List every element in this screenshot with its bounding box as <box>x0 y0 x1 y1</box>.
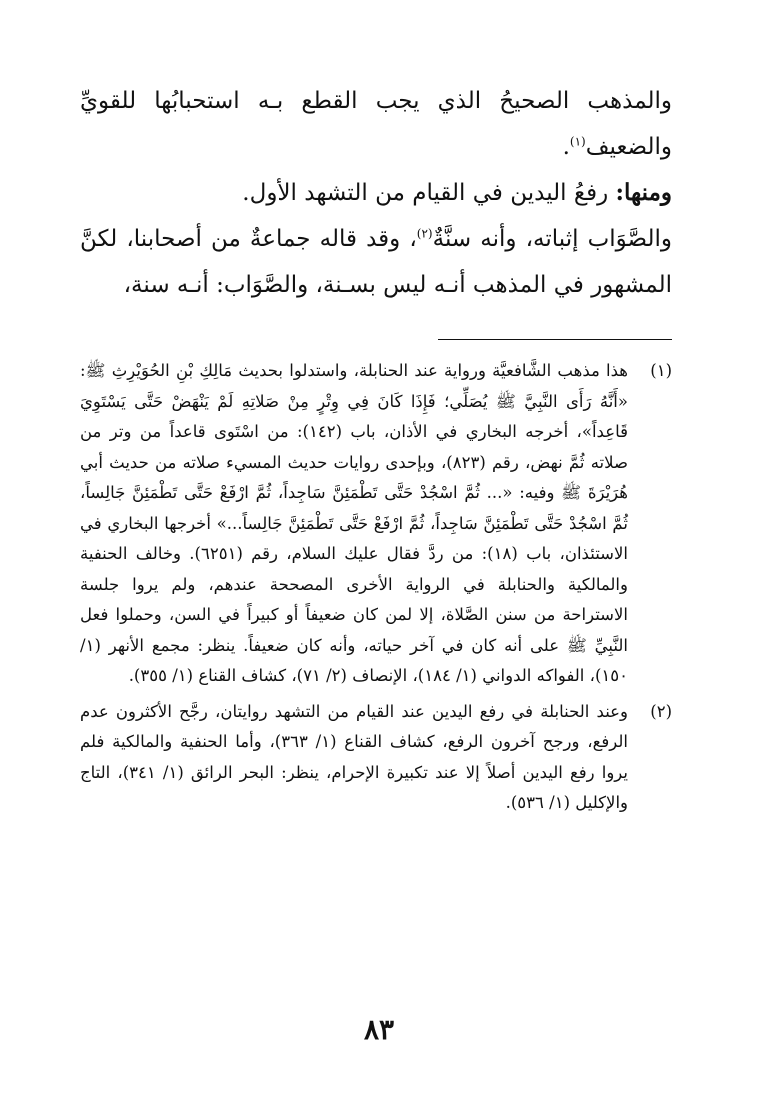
footnote-ref-2[interactable]: (٢) <box>416 226 433 241</box>
paragraph-2-lead: ومنها: <box>615 179 672 206</box>
main-text <box>80 78 672 308</box>
paragraph-1 <box>80 78 672 170</box>
paragraph-3-text-a: والصَّوَاب إثباته، وأنه سنَّةٌ <box>432 226 672 252</box>
paragraph-3 <box>80 216 672 308</box>
paragraph-2-text: رفعُ اليدين في القيام من التشهد الأول. <box>242 180 616 206</box>
paragraph-1-text: والمذهب الصحيحُ الذي يجب القطع بـه استحبابُها للقويِّ والضعيف <box>80 88 672 160</box>
footnote-2-number: (٢) <box>650 701 672 721</box>
paragraph-2 <box>80 170 672 216</box>
paragraph-3-text-b: ، وقد قاله جماعةٌ من أصحابنا، لكنَّ المشهور في المذهب أنـه ليس بسـنة، والصَّوَاب: أنـه سنة، <box>80 226 672 298</box>
footnote-1 <box>80 356 672 692</box>
page-number: ٨٣ <box>363 1013 395 1046</box>
paragraph-1-end: . <box>562 134 570 160</box>
footnote-1-text: هذا مذهب الشَّافعيَّة ورواية عند الحنابلة، واستدلوا بحديث مَالِكِ بْنِ الحُوَيْرِثِ ﷺ: «أَنَّهُ رَأَى النَّبِيَّ ﷺ يُصَلِّي؛ فَإِذَا كَانَ فِي وِتْرٍ مِنْ صَلاتِهِ لَمْ يَنْهَضْ حَتَّى يَسْتَوِيَ قَاعِداً»، أخرجه البخاري في الأذان، باب (١٤٢): من اسْتَوى قاعداً من وتر من صلاته ثُمَّ نهض، رقم (٨٢٣)، وبإحدى روايات حديث المسيء صلاته من حديث أبي هُرَيْرَةَ ﷺ وفيه: «... ثُمَّ اسْجُدْ حَتَّى تَطْمَئِنَّ سَاجِداً، ثُمَّ ارْفَعْ حَتَّى تَطْمَئِنَّ جَالِساً، ثُمَّ اسْجُدْ حَتَّى تَطْمَئِنَّ سَاجِداً، ثُمَّ ارْفَعْ حَتَّى تَطْمَئِنَّ جَالِساً...» أخرجها البخاري في الاستئذان، باب (١٨): من ردَّ فقال عليك السلام، رقم (٦٢٥١). وخالف الحنفية والمالكية والحنابلة في الرواية الأخرى المصححة عندهم، ولم يروا جلسة الاستراحة من سنن الصَّلاة، إلا لمن كان ضعيفاً أو كبيراً في السن، وحملوا فعل النَّبِيِّ ﷺ على أنه كان في آخر حياته، وأنه كان ضعيفاً. ينظر: مجمع الأنهر (١/ ١٥٠)، الفواكه الدواني (١/ ١٨٤)، الإنصاف (٢/ ٧١)، كشاف القناع (١/ ٣٥٥). <box>80 361 628 685</box>
footnote-ref-1[interactable]: (١) <box>569 134 586 149</box>
footnote-2 <box>80 697 672 819</box>
footnotes <box>80 356 672 824</box>
footnote-2-text: وعند الحنابلة في رفع اليدين عند القيام من التشهد روايتان، رجَّح الأكثرون عدم الرفع، ورجح آخرون الرفع، كشاف القناع (١/ ٣٦٣)، وأما الحنفية والمالكية فلم يروا رفع اليدين أصلاً إلا عند تكبيرة الإحرام، ينظر: البحر الرائق (١/ ٣٤١)، التاج والإكليل (١/ ٥٣٦). <box>80 701 628 812</box>
footnote-1-number: (١) <box>650 361 672 380</box>
footnote-divider <box>438 339 672 340</box>
